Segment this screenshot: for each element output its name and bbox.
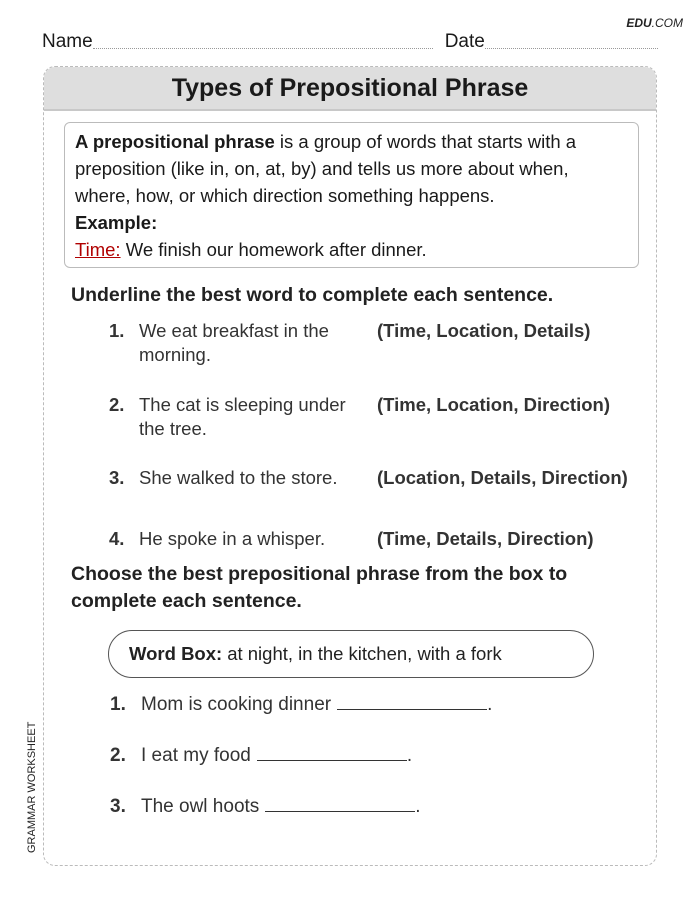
answer-blank[interactable]: [337, 695, 487, 710]
question-text: He spoke in a whisper.: [139, 528, 326, 549]
question-text: I eat my food: [141, 745, 251, 766]
name-label: Name: [42, 31, 93, 52]
section1-instruction: Underline the best word to complete each sentence.: [71, 284, 554, 306]
example-sentence: We finish our homework after dinner.: [120, 239, 427, 260]
definition-box: [64, 122, 639, 268]
question-end: .: [406, 745, 413, 766]
side-label: GRAMMAR WORKSHEET: [26, 721, 38, 853]
question-text: The cat is sleeping under the tree.: [139, 394, 346, 439]
question-3: [109, 466, 628, 490]
word-box: [108, 630, 594, 678]
brand-logo: [626, 16, 683, 30]
name-field[interactable]: [93, 47, 433, 49]
section2-instruction: Choose the best prepositional phrase from the box to complete each sentence.: [71, 563, 568, 612]
fill-question-3: [110, 796, 421, 818]
title-bar: [44, 67, 656, 111]
question-text: We eat breakfast in the morning.: [139, 320, 329, 365]
fill-question-1: [110, 694, 492, 716]
question-4: [109, 527, 594, 551]
brand-bold: EDU: [626, 16, 652, 30]
question-number: 2.: [110, 745, 126, 766]
name-date-row: [42, 31, 658, 53]
question-number: 4.: [109, 528, 125, 549]
date-label: Date: [444, 31, 485, 52]
question-1: [109, 319, 591, 367]
answer-blank[interactable]: [257, 746, 407, 761]
question-options[interactable]: (Time, Details, Direction): [377, 528, 594, 549]
question-end: .: [415, 796, 421, 817]
definition-body: is a group of words that starts with a preposition (like in, on, at, by) and tells us more about when, where, how, or which direction something happens.: [75, 131, 577, 206]
question-text: She walked to the store.: [139, 467, 338, 488]
answer-blank[interactable]: [265, 797, 415, 812]
page-title: Types of Prepositional Phrase: [171, 73, 529, 102]
question-options[interactable]: (Location, Details, Direction): [377, 467, 628, 488]
question-2: [109, 393, 610, 441]
question-number: 1.: [110, 694, 126, 715]
fill-question-2: [110, 745, 412, 767]
example-line: [75, 236, 628, 263]
definition-text: [75, 128, 628, 209]
question-text: The owl hoots: [141, 796, 260, 817]
worksheet: [43, 66, 657, 866]
example-label: Example:: [75, 212, 158, 233]
question-number: 1.: [109, 320, 125, 341]
question-number: 2.: [109, 394, 125, 415]
question-number: 3.: [110, 796, 126, 817]
question-number: 3.: [109, 467, 125, 488]
question-options[interactable]: (Time, Location, Details): [377, 320, 591, 341]
question-end: .: [487, 694, 493, 715]
brand-rest: .COM: [651, 16, 683, 30]
date-field[interactable]: [485, 47, 658, 49]
question-text: Mom is cooking dinner: [141, 694, 332, 715]
definition-term: A prepositional phrase: [75, 131, 275, 152]
example-type: Time:: [75, 239, 121, 260]
word-box-label: Word Box:: [129, 643, 223, 664]
word-box-words: at night, in the kitchen, with a fork: [227, 643, 502, 664]
question-options[interactable]: (Time, Location, Direction): [377, 394, 610, 415]
